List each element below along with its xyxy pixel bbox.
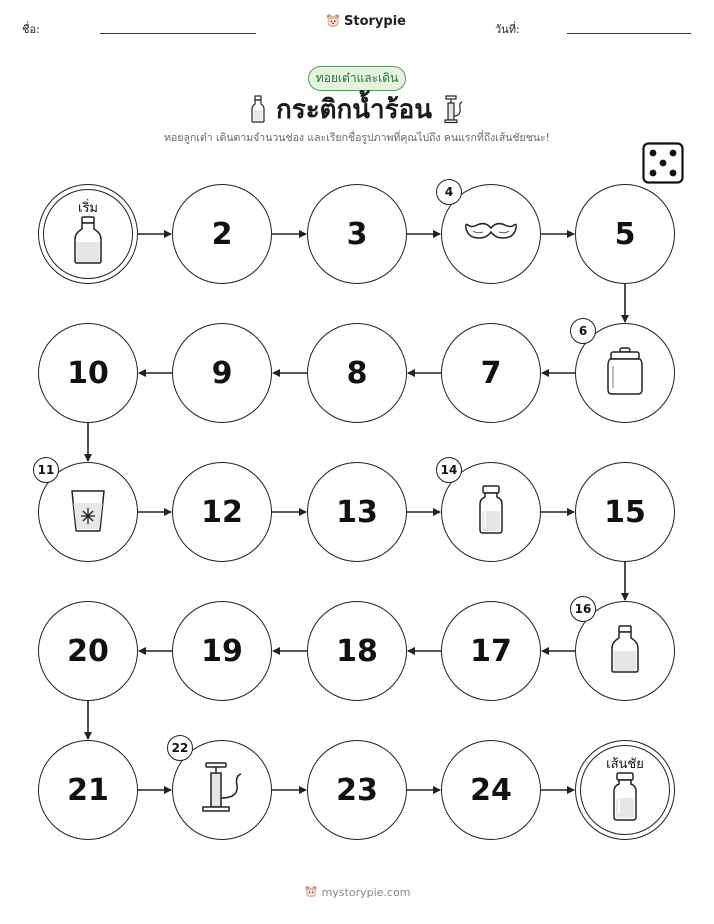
cell-number: 8 xyxy=(346,355,368,391)
cell-number: 24 xyxy=(470,772,512,808)
cell-number: 23 xyxy=(336,772,378,808)
board-cell-6 xyxy=(575,323,675,423)
milk-bottle-icon xyxy=(39,215,137,265)
milk-bottle-icon xyxy=(608,624,642,678)
cell-number: 2 xyxy=(211,216,233,252)
glass-jar-icon xyxy=(605,346,645,400)
instructions: ทอยลูกเต๋า เดินตามจำนวนช่อง และเรียกชื่อรูปภาพที่คุณไปถึง คนแรกที่ถึงเส้นชัยชนะ! xyxy=(164,132,550,144)
board-cell-23 xyxy=(307,740,407,840)
name-label: ชื่อ: xyxy=(22,23,40,36)
cell-number: 5 xyxy=(614,216,636,252)
mustache-icon xyxy=(463,219,519,249)
cell-number-badge: 22 xyxy=(167,735,193,761)
storypie-mascot-icon xyxy=(304,885,318,899)
board-cell-8 xyxy=(307,323,407,423)
cell-number-badge: 6 xyxy=(570,318,596,344)
board-cell-5 xyxy=(575,184,675,284)
board-cell-24 xyxy=(441,740,541,840)
board-cell-11 xyxy=(38,462,138,562)
cell-number-badge: 4 xyxy=(436,179,462,205)
footer xyxy=(0,885,714,899)
board-cell-7 xyxy=(441,323,541,423)
board-cell-15 xyxy=(575,462,675,562)
cell-number: 20 xyxy=(67,633,109,669)
board-cell-14 xyxy=(441,462,541,562)
board-cell-12 xyxy=(172,462,272,562)
vial-bottle-icon xyxy=(476,484,506,540)
page-title: กระติกน้ำร้อน xyxy=(275,94,433,125)
board-cell-13 xyxy=(307,462,407,562)
cell-number: 21 xyxy=(67,772,109,808)
cell-number-badge: 11 xyxy=(33,457,59,483)
cell-number: 17 xyxy=(470,633,512,669)
vial-bottle-icon xyxy=(576,771,674,823)
board-cell-10 xyxy=(38,323,138,423)
cell-number-badge: 14 xyxy=(436,457,462,483)
board-cell-22 xyxy=(172,740,272,840)
brand-name: Storypie xyxy=(344,13,406,29)
board-cell-17 xyxy=(441,601,541,701)
start-label: เริ่ม xyxy=(78,201,98,216)
board-cell-18 xyxy=(307,601,407,701)
board-cell-9 xyxy=(172,323,272,423)
board-cell-21 xyxy=(38,740,138,840)
footer-url: mystorypie.com xyxy=(321,885,411,899)
board-cell-1 xyxy=(38,184,138,284)
cell-number: 12 xyxy=(201,494,243,530)
cell-number: 13 xyxy=(336,494,378,530)
cell-number: 15 xyxy=(604,494,646,530)
board-cell-20 xyxy=(38,601,138,701)
date-label: วันที่: xyxy=(495,23,520,36)
cell-number: 7 xyxy=(480,355,502,391)
cell-number: 18 xyxy=(336,633,378,669)
cell-number: 10 xyxy=(67,355,109,391)
iced-water-glass-icon xyxy=(68,487,108,537)
game-type-badge: ทอยเต๋าและเดิน xyxy=(308,66,406,91)
board-cell-4 xyxy=(441,184,541,284)
cell-number-badge: 16 xyxy=(570,596,596,622)
board-cell-3 xyxy=(307,184,407,284)
cell-number: 19 xyxy=(201,633,243,669)
board-cell-25 xyxy=(575,740,675,840)
board-cell-2 xyxy=(172,184,272,284)
air-pump-icon xyxy=(199,760,245,820)
board-cell-16 xyxy=(575,601,675,701)
finish-label: เส้นชัย xyxy=(606,757,644,772)
board-cell-19 xyxy=(172,601,272,701)
cell-number: 9 xyxy=(211,355,233,391)
cell-number: 3 xyxy=(346,216,368,252)
